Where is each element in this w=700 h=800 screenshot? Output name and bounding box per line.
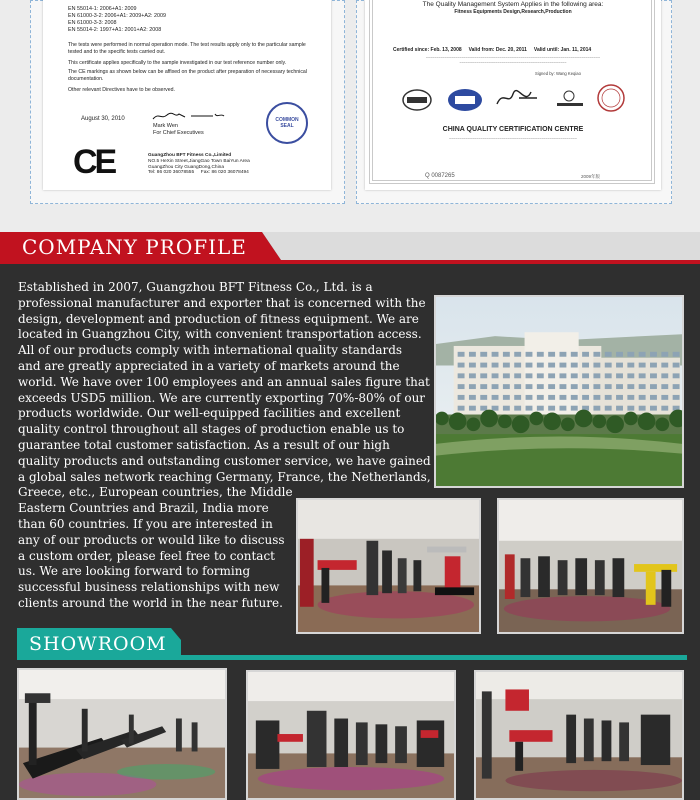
certified-since: Certified since: Feb. 13, 2008	[393, 47, 462, 53]
contact-line: Tel: 86 020 36078555 Fax: 86 020 36078494	[148, 170, 249, 176]
ce-standard: EN 61000-3-2: 2006+A1: 2009+A2: 2009	[68, 13, 167, 19]
signature-image	[151, 110, 226, 122]
description-line: Greece, etc., European countries, the Middle	[18, 485, 293, 500]
address-line: GuangZhou City GuangDong,China	[148, 164, 224, 170]
ce-paragraph: Other relevant Directives have to be observed.	[68, 87, 175, 93]
description-line: Established in 2007, Guangzhou BFT Fitness Co., Ltd. is a	[18, 280, 373, 294]
ce-standard: EN 55014-2: 1997+A1: 2001+A2: 2008	[68, 27, 162, 33]
quality-heading: The Quality Management System Applies in the following area:	[422, 1, 604, 8]
certificate-number: Q 0087265	[425, 173, 455, 179]
ce-paragraph: This certificate applies specifically to the sample investigated in our test reference number only.	[68, 60, 287, 66]
description-line: quality control throughout all stages of production enable us to	[18, 422, 405, 437]
description-line: any of our products or would like to discuss	[18, 532, 285, 547]
description-line: a custom order, please feel free to contact	[18, 548, 276, 563]
certificate-dates	[393, 47, 591, 53]
signed-by: Signed by: Wang Keqiao	[535, 71, 581, 76]
description-line: professional manufacturer and exporter that is concerned with the	[18, 295, 426, 310]
company-name: GuangZhou BFT Fitness Co.,Limited	[148, 153, 232, 158]
description-line: successful business relationships with new	[18, 580, 280, 595]
ce-paragraph: The CE markings as shown below can be affixed on the product after preparation of necessary technical documentation.	[68, 69, 307, 82]
ce-standards-list	[68, 6, 166, 34]
red-seal-stamp-icon	[598, 85, 624, 111]
description-line: and are greatly appreciated in a variety of markets around the	[18, 358, 400, 373]
chinese-signature-image	[497, 91, 537, 104]
description-line: exceeds USD5 million. We are currently exporting 70%-80% of our	[18, 390, 426, 405]
address-line: NO.5 HeXin Street,JiangGao Town BaiYun Area	[148, 158, 250, 164]
header-divider	[0, 260, 700, 264]
ce-company-address	[148, 153, 250, 176]
showroom-equipment-photo	[497, 498, 684, 634]
description-line: a global sales network reaching Germany, France, the Netherlands,	[18, 469, 431, 484]
certificate-fine-print: ~~~~~~~~~~~~~~~~~~~~~~~~~~~~~~~~~~~~~~~~~~~~~~~~~~~	[459, 61, 567, 65]
description-line: quality products and outstanding customer service, we have gained	[18, 453, 431, 468]
valid-from: Valid from: Dec. 20, 2011	[468, 47, 527, 53]
showroom-treadmill-photo	[17, 668, 227, 800]
ce-date: August 30, 2010	[81, 116, 125, 122]
factory-building-photo	[434, 295, 684, 488]
iaf-logo-icon	[448, 89, 482, 111]
description-line: than 60 countries. If you are interested in	[18, 516, 273, 531]
ce-standard: EN 61000-3-3: 2008	[68, 20, 117, 26]
description-line: All of our products comply with international quality standards	[18, 343, 403, 358]
showroom-header	[17, 628, 687, 660]
ce-paragraph: The tests were performed in normal operation mode. The test results apply only to the particular sample tested and to the specific tests carried out.	[68, 42, 306, 55]
issuer-name: CHINA QUALITY CERTIFICATION CENTRE	[442, 126, 584, 133]
description-line: located in Guangzhou City, with convenient transportation access.	[18, 327, 422, 342]
quality-scope: Fitness Equipments Design,Research,Production	[454, 9, 572, 15]
certificate-version: 2009年版	[581, 174, 601, 179]
showroom-strength-photo	[246, 670, 456, 800]
description-line: design, development and production of fitness equipment. We are	[18, 311, 419, 326]
issuer-address-fine-print: ~~~~~~~~~~~~~~~~~~~~~~~~~~~~~~~~~~~~~~~~~~~~~~~~~~~~~~~~~~~~~	[448, 137, 578, 141]
description-line: world. We have over 100 employees and an annual sales figure that	[18, 374, 430, 389]
description-line: guarantee total customer satisfaction. As a result of our high	[18, 437, 390, 452]
ce-mark-logo: CE	[73, 143, 115, 181]
ce-certificate-frame	[30, 0, 345, 204]
description-line: Eastern Countries and Brazil, India more	[18, 501, 269, 516]
signer-name: Mark Wen	[153, 123, 178, 129]
cqc-logo-icon	[403, 90, 431, 110]
header-banner-grey	[262, 232, 700, 260]
ce-standard: EN 55014-1: 2006+A1: 2009	[68, 6, 137, 12]
iqnet-logo-icon	[557, 91, 583, 106]
signer-title: For Chief Executives	[153, 129, 204, 136]
certification-logos	[401, 84, 631, 114]
description-line: clients around the world in the near future.	[18, 595, 283, 610]
quality-certificate-frame	[356, 0, 672, 204]
description-line: products worldwide. Our well-equipped facilities and excellent	[18, 406, 401, 421]
common-seal-stamp: COMMON SEAL	[266, 102, 308, 144]
showroom-strength-photo	[474, 670, 684, 800]
certificates-band	[0, 0, 700, 232]
ce-certificate	[43, 0, 331, 190]
description-line: us. We are looking forward to forming	[18, 564, 251, 579]
company-profile-header	[0, 232, 700, 260]
section-title: SHOWROOM	[29, 633, 167, 655]
section-title: COMPANY PROFILE	[22, 235, 247, 259]
quality-certificate	[365, 0, 661, 190]
ce-signer	[153, 123, 204, 136]
showroom-equipment-photo	[296, 498, 481, 634]
valid-until: Valid until: Jan. 11, 2014	[533, 47, 592, 53]
certificate-fine-print: ~~~~~~~~~~~~~~~~~~~~~~~~~~~~~~~~~~~~~~~~~~~~~~~~~~~~~~~~~~~~~~~~~~~~~~~~~~~~~~~~~~~	[425, 56, 601, 60]
